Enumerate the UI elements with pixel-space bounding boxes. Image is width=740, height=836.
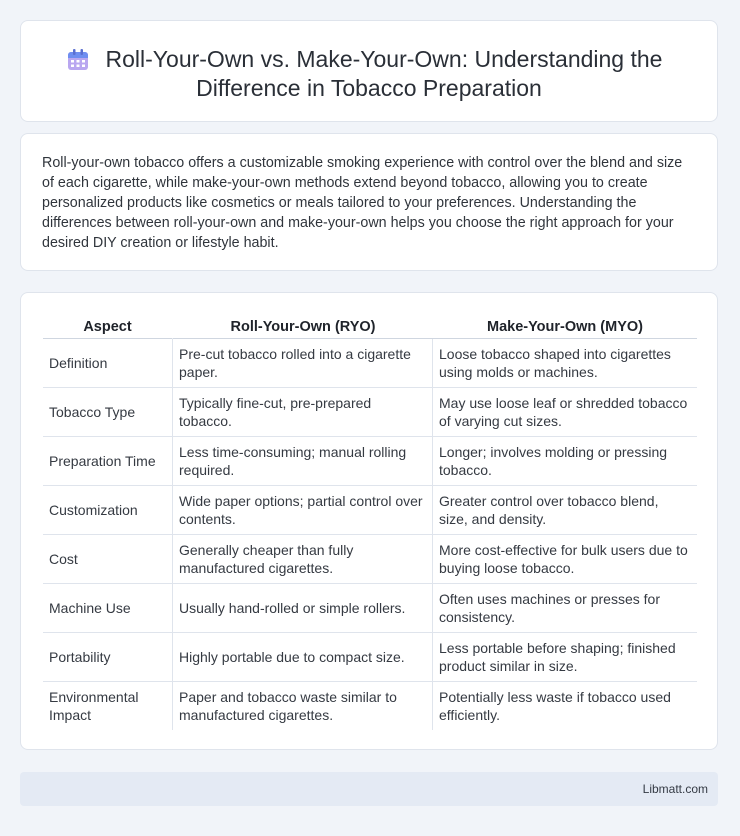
aspect-cell: Environmental Impact	[43, 682, 173, 730]
aspect-cell: Tobacco Type	[43, 388, 173, 437]
comparison-card	[20, 292, 718, 750]
title-card	[20, 20, 718, 122]
page-title	[21, 45, 717, 103]
intro-card	[20, 133, 718, 271]
table-row	[43, 633, 697, 682]
title-line-1: Roll-Your-Own vs. Make-Your-Own: Understanding the	[105, 46, 663, 72]
footer	[20, 772, 718, 806]
table-row	[43, 682, 697, 730]
aspect-cell: Portability	[43, 633, 173, 682]
ryo-cell: Wide paper options; partial control over contents.	[173, 486, 433, 535]
title-line-2: Difference in Tobacco Preparation	[196, 75, 542, 101]
table-row	[43, 584, 697, 633]
aspect-cell: Preparation Time	[43, 437, 173, 486]
aspect-cell: Cost	[43, 535, 173, 584]
myo-cell: Longer; involves molding or pressing tobacco.	[433, 437, 697, 486]
myo-cell: More cost-effective for bulk users due to buying loose tobacco.	[433, 535, 697, 584]
ryo-cell: Usually hand-rolled or simple rollers.	[173, 584, 433, 633]
myo-cell: Potentially less waste if tobacco used efficiently.	[439, 689, 671, 723]
comparison-table	[43, 315, 697, 730]
myo-cell: May use loose leaf or shredded tobacco of varying cut sizes.	[433, 388, 697, 437]
myo-cell: Loose tobacco shaped into cigarettes using molds or machines.	[433, 339, 697, 388]
table-row	[43, 388, 697, 437]
aspect-cell: Machine Use	[43, 584, 173, 633]
ryo-cell: Pre-cut tobacco rolled into a cigarette paper.	[173, 339, 433, 388]
aspect-cell: Definition	[43, 339, 173, 388]
table-row	[43, 535, 697, 584]
ryo-cell: Less time-consuming; manual rolling required.	[173, 437, 433, 486]
aspect-cell: Customization	[43, 486, 173, 535]
myo-cell: Often uses machines or presses for consistency.	[433, 584, 697, 633]
header-aspect: Aspect	[43, 315, 173, 339]
table-header-row	[43, 315, 697, 339]
ryo-cell: Generally cheaper than fully manufactured cigarettes.	[173, 535, 433, 584]
ryo-cell: Typically fine-cut, pre-prepared tobacco.	[173, 388, 433, 437]
table-row	[43, 339, 697, 388]
header-myo: Make-Your-Own (MYO)	[433, 315, 697, 339]
myo-cell: Greater control over tobacco blend, size, and density.	[433, 486, 697, 535]
footer-brand-link[interactable]: Libmatt.com	[642, 782, 708, 796]
table-row	[43, 486, 697, 535]
header-ryo: Roll-Your-Own (RYO)	[173, 315, 433, 339]
table-row	[43, 437, 697, 486]
ryo-cell: Paper and tobacco waste similar to manufactured cigarettes.	[173, 682, 433, 730]
intro-paragraph: Roll-your-own tobacco offers a customizable smoking experience with control over the blend and size of each cigarette, while make-your-own methods extend beyond tobacco, allowing you to create personalized products like cosmetics or meals tailored to your preferences. Understanding the differences between roll-your-own and make-your-own helps you choose the right approach for your desired DIY creation or lifestyle habit.	[42, 155, 683, 251]
myo-cell: Less portable before shaping; finished product similar in size.	[433, 633, 697, 682]
ryo-cell: Highly portable due to compact size.	[173, 633, 433, 682]
